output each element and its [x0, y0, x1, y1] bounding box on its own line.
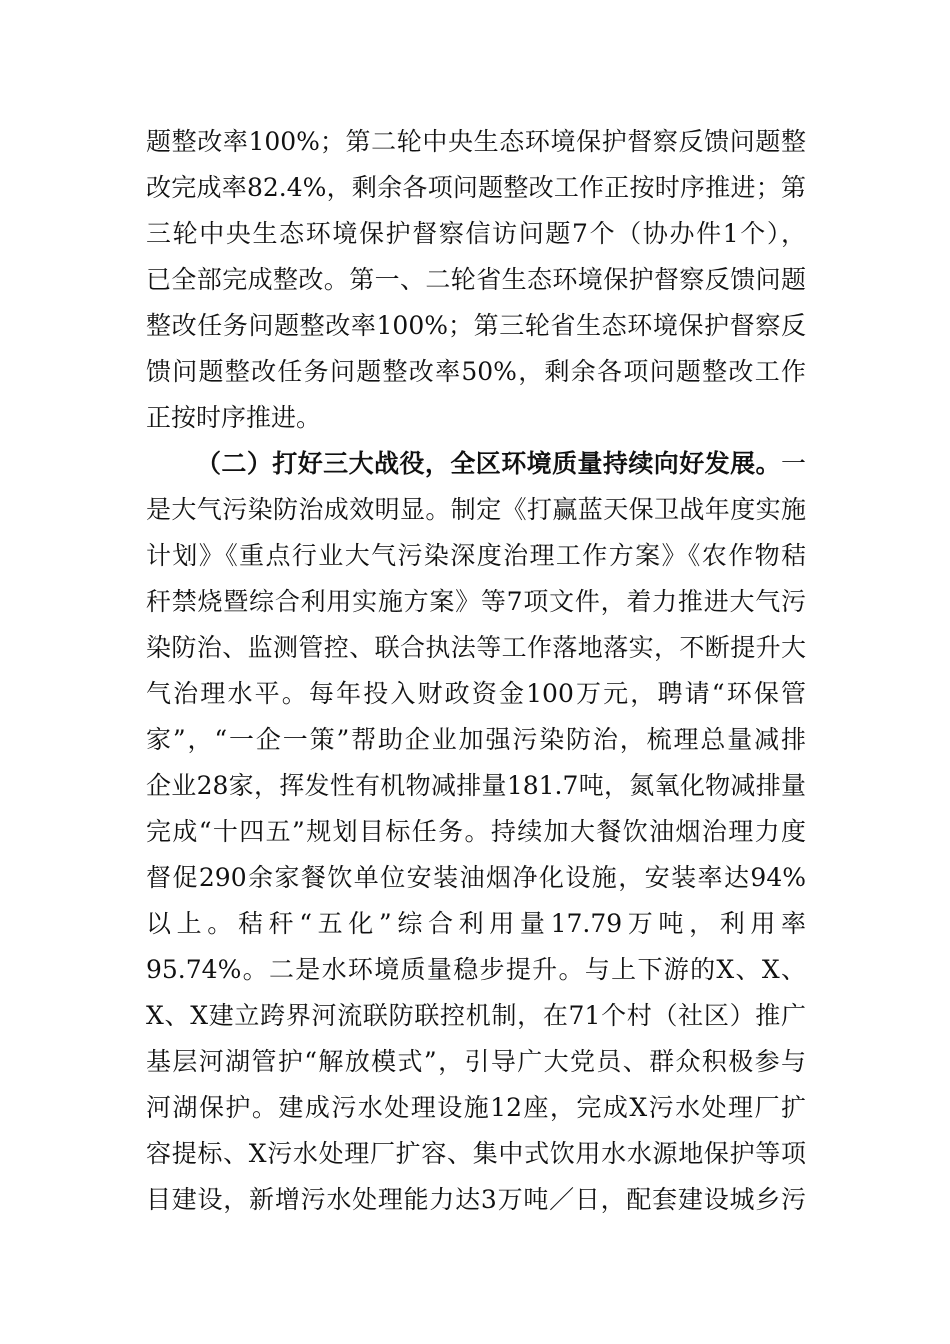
paragraph-rectification-progress — [146, 119, 806, 441]
text-line: 气治理水平。每年投入财政资金100万元，聘请“环保管 — [146, 679, 806, 708]
text-line: 目建设，新增污水处理能力达3万吨／日，配套建设城乡污 — [146, 1185, 806, 1214]
text-line: 正按时序推进。 — [146, 403, 322, 432]
text-line: 染防治、监测管控、联合执法等工作落地落实，不断提升大 — [146, 633, 806, 662]
text-line: 三轮中央生态环境保护督察信访问题7个（协办件1个）， — [146, 219, 806, 248]
text-line: 企业28家，挥发性有机物减排量181.7吨，氮氧化物减排量 — [146, 771, 806, 800]
text-line: 题整改率100%；第二轮中央生态环境保护督察反馈问题整 — [146, 127, 806, 156]
text-line: X、X建立跨界河流联防联控机制，在71个村（社区）推广 — [146, 1001, 806, 1030]
text-line: 是大气污染防治成效明显。制定《打赢蓝天保卫战年度实施 — [146, 495, 806, 524]
section-heading-line — [146, 441, 806, 487]
text-line: 计划》《重点行业大气污染深度治理工作方案》《农作物秸 — [146, 541, 806, 570]
text-line: 馈问题整改任务问题整改率50%，剩余各项问题整改工作 — [146, 357, 806, 386]
text-line: 秆禁烧暨综合利用实施方案》等7项文件，着力推进大气污 — [146, 587, 806, 616]
text-line: 河湖保护。建成污水处理设施12座，完成X污水处理厂扩 — [146, 1093, 806, 1122]
text-line: 督促290余家餐饮单位安装油烟净化设施，安装率达94% — [146, 863, 806, 892]
text-line: 整改任务问题整改率100%；第三轮省生态环境保护督察反 — [146, 311, 806, 340]
section-heading: （二）打好三大战役，全区环境质量持续向好发展。 — [196, 449, 781, 478]
document-body — [146, 119, 806, 1223]
text-line: 以上。秸秆“五化”综合利用量17.79万吨，利用率 — [146, 909, 806, 938]
text-run: 一 — [780, 449, 806, 478]
text-line: 已全部完成整改。第一、二轮省生态环境保护督察反馈问题 — [146, 265, 806, 294]
text-line: 基层河湖管护“解放模式”，引导广大党员、群众积极参与 — [146, 1047, 806, 1076]
text-line: 95.74%。二是水环境质量稳步提升。与上下游的X、X、 — [146, 955, 806, 984]
text-line: 容提标、X污水处理厂扩容、集中式饮用水水源地保护等项 — [146, 1139, 806, 1168]
text-line: 家”，“一企一策”帮助企业加强污染防治，梳理总量减排 — [146, 725, 806, 754]
text-line: 改完成率82.4%，剩余各项问题整改工作正按时序推进；第 — [146, 173, 806, 202]
text-line: 完成“十四五”规划目标任务。持续加大餐饮油烟治理力度 — [146, 817, 806, 846]
paragraph-three-battles — [146, 441, 806, 1223]
